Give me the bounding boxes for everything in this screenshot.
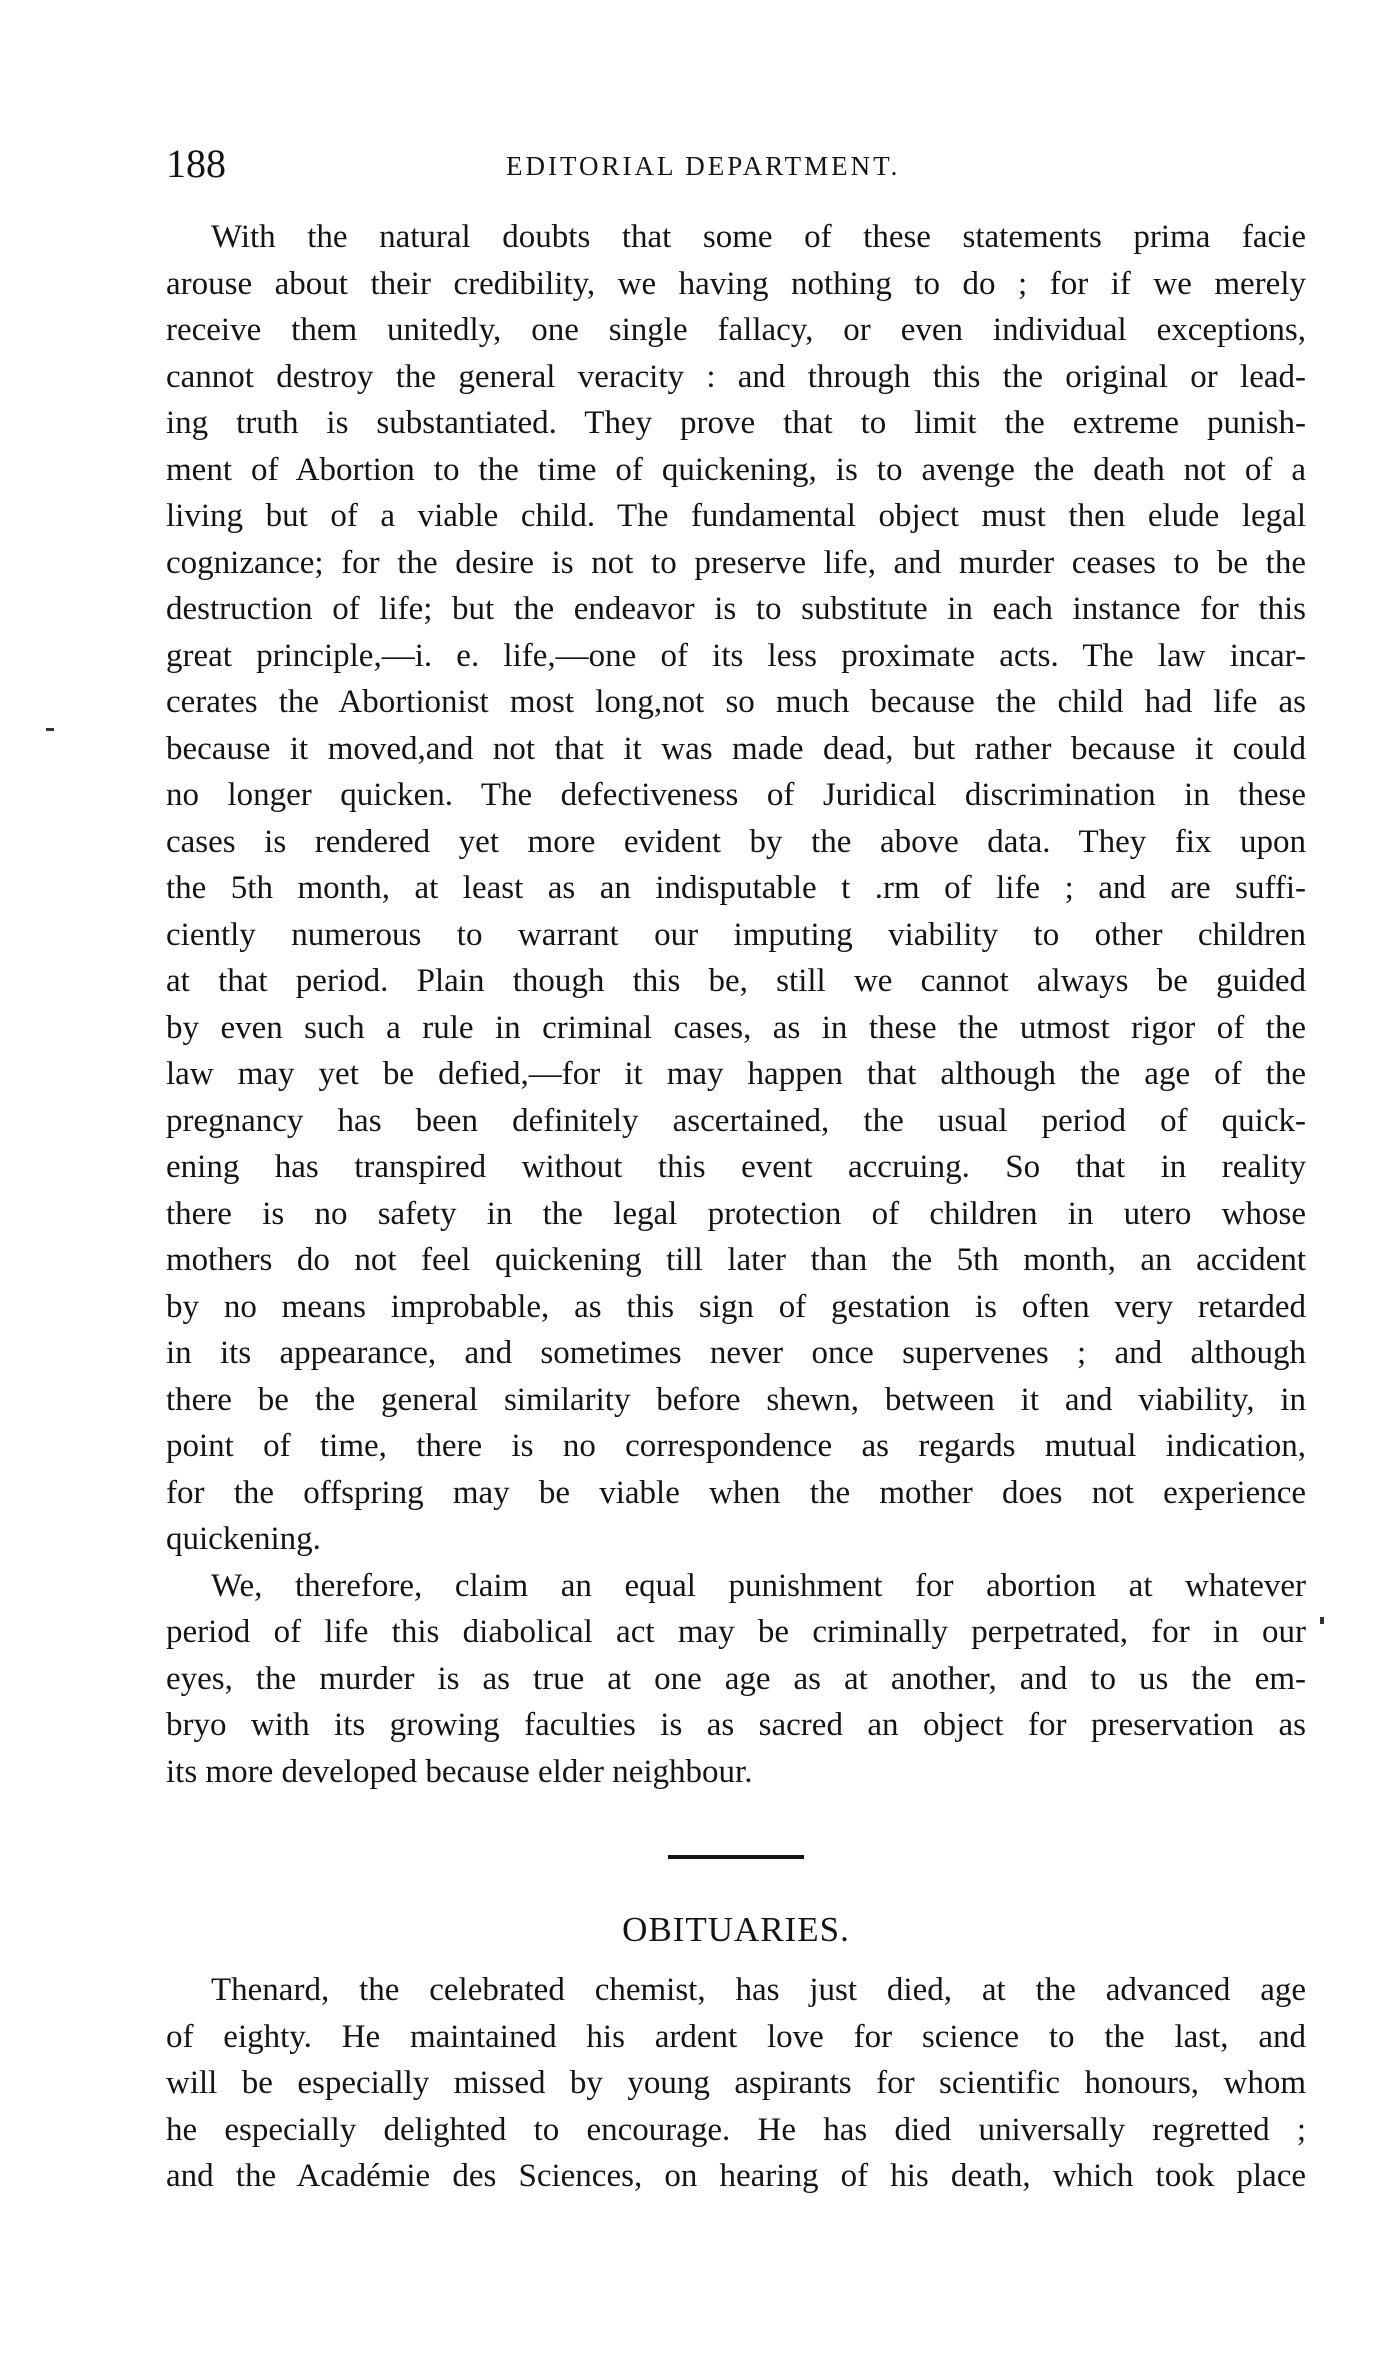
page-header — [166, 140, 1306, 192]
text-line: law may yet be defied,—for it may happen that although the age of the — [166, 1056, 1306, 1092]
text-line: he especially delighted to encourage. He has died universally regretted ; — [166, 2111, 1306, 2148]
text-line: for the offspring may be viable when the mother does not experience — [166, 1474, 1306, 1511]
text-line: mothers do not feel quickening till later than the 5th month, an accident — [166, 1242, 1306, 1278]
text-line: We, therefore, claim an equal punishment for abortion at whatever — [211, 1567, 1306, 1604]
text-line: and the Académie des Sciences, on hearing of his death, which took place — [166, 2158, 1306, 2194]
text-line: its more developed because elder neighbour. — [166, 1753, 753, 1790]
text-line: cerates the Abortionist most long,not so much because the child had life as — [166, 684, 1306, 720]
text-line: the 5th month, at least as an indisputable t .rm of life ; and are suffi- — [166, 870, 1306, 906]
scan-mark — [1320, 1617, 1324, 1624]
text-line: pregnancy has been definitely ascertained, the usual period of quick- — [166, 1102, 1306, 1139]
text-line: will be especially missed by young aspirants for scientific honours, whom — [166, 2065, 1306, 2101]
text-line: destruction of life; but the endeavor is to substitute in each instance for this — [166, 591, 1306, 627]
text-line: ciently numerous to warrant our imputing viability to other children — [166, 916, 1306, 953]
text-line: point of time, there is no correspondence as regards mutual indication, — [166, 1428, 1306, 1464]
text-line: by even such a rule in criminal cases, as in these the utmost rigor of the — [166, 1009, 1306, 1046]
text-line: ing truth is substantiated. They prove that to limit the extreme punish- — [166, 405, 1306, 441]
text-line: receive them unitedly, one single fallacy, or even individual exceptions, — [166, 312, 1306, 348]
text-line: Thenard, the celebrated chemist, has just died, at the advanced age — [211, 1972, 1306, 2008]
text-line: at that period. Plain though this be, still we cannot always be guided — [166, 963, 1306, 999]
text-line: there is no safety in the legal protection of children in utero whose — [166, 1195, 1306, 1232]
article-paragraph-2 — [166, 1563, 1306, 1796]
text-line: of eighty. He maintained his ardent love for science to the last, and — [166, 2018, 1306, 2055]
text-line: cases is rendered yet more evident by the above data. They fix upon — [166, 823, 1306, 860]
text-line: in its appearance, and sometimes never once supervenes ; and although — [166, 1335, 1306, 1371]
section-heading: OBITUARIES. — [622, 1910, 850, 1949]
text-line: eyes, the murder is as true at one age as at another, and to us the em- — [166, 1660, 1306, 1697]
text-line: arouse about their credibility, we having nothing to do ; for if we merely — [166, 265, 1306, 302]
running-head: EDITORIAL DEPARTMENT. — [506, 151, 901, 181]
page-body — [166, 214, 1306, 2200]
text-line: ment of Abortion to the time of quickening, is to avenge the death not of a — [166, 451, 1306, 488]
text-line: period of life this diabolical act may be criminally perpetrated, for in our — [166, 1614, 1306, 1650]
text-line: by no means improbable, as this sign of gestation is often very retarded — [166, 1288, 1306, 1325]
text-line: because it moved,and not that it was made dead, but rather because it could — [166, 730, 1306, 767]
page-number: 188 — [166, 141, 226, 186]
section-divider — [668, 1855, 804, 1859]
text-line: great principle,—i. e. life,—one of its less proximate acts. The law incar- — [166, 637, 1306, 674]
scan-mark — [46, 728, 54, 731]
text-line: ening has transpired without this event accruing. So that in reality — [166, 1149, 1306, 1185]
text-line: quickening. — [166, 1521, 321, 1557]
text-line: cognizance; for the desire is not to preserve life, and murder ceases to be the — [166, 544, 1306, 581]
article-paragraph-1 — [166, 214, 1306, 1563]
text-line: there be the general similarity before shewn, between it and viability, in — [166, 1381, 1306, 1418]
text-line: With the natural doubts that some of these statements prima facie — [211, 219, 1306, 255]
text-line: living but of a viable child. The fundamental object must then elude legal — [166, 498, 1306, 534]
text-line: bryo with its growing faculties is as sacred an object for preservation as — [166, 1707, 1306, 1743]
text-line: no longer quicken. The defectiveness of Juridical discrimination in these — [166, 777, 1306, 813]
text-line: cannot destroy the general veracity : and through this the original or lead- — [166, 358, 1306, 395]
obituaries-paragraph — [166, 1967, 1306, 2200]
